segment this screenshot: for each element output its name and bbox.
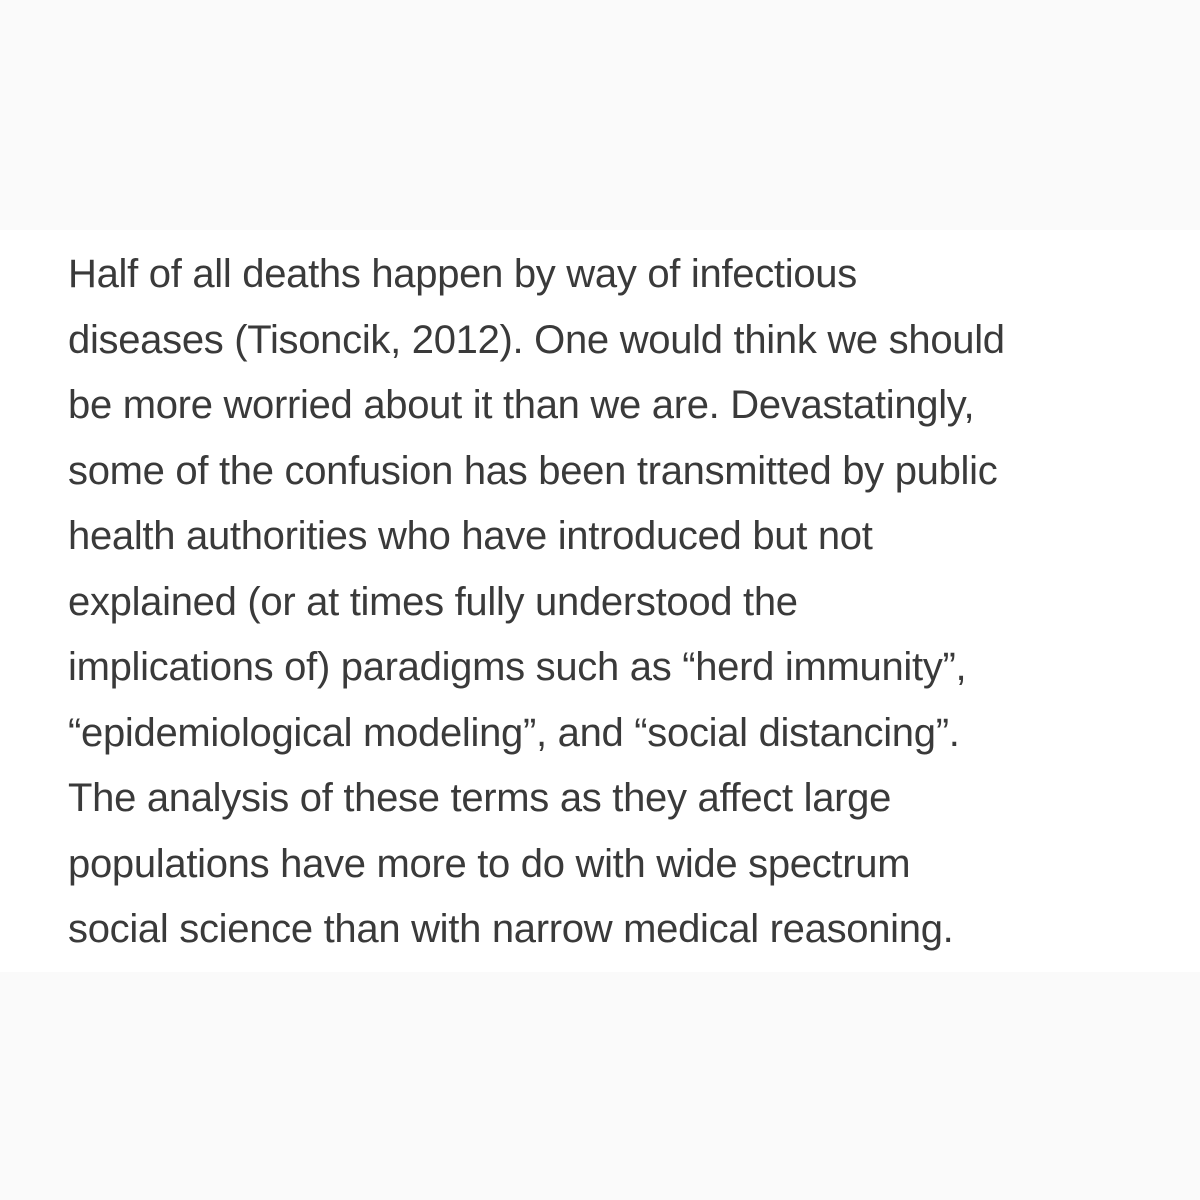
- paragraph-line-6: explained (or at times fully understood the: [68, 579, 798, 624]
- paragraph-line-3: be more worried about it than we are. Devastatingly,: [68, 383, 975, 427]
- paragraph-line-1: Half of all deaths happen by way of infectious: [68, 252, 857, 296]
- body-paragraph: [68, 242, 1193, 963]
- paragraph-line-10: populations have more to do with wide spectrum: [68, 841, 911, 886]
- paragraph-line-5: health authorities who have introduced but not: [68, 514, 873, 558]
- paragraph-line-2: diseases (Tisoncik, 2012). One would think we should: [68, 317, 1005, 362]
- paragraph-line-4: some of the confusion has been transmitted by public: [68, 448, 998, 493]
- paragraph-line-8: “epidemiological modeling”, and “social distancing”.: [68, 710, 960, 755]
- paragraph-line-11: social science than with narrow medical reasoning.: [68, 907, 954, 951]
- paragraph-line-7: implications of) paradigms such as “herd immunity”,: [68, 645, 967, 689]
- text-panel: [0, 230, 1200, 972]
- paragraph-line-9: The analysis of these terms as they affect large: [68, 776, 892, 820]
